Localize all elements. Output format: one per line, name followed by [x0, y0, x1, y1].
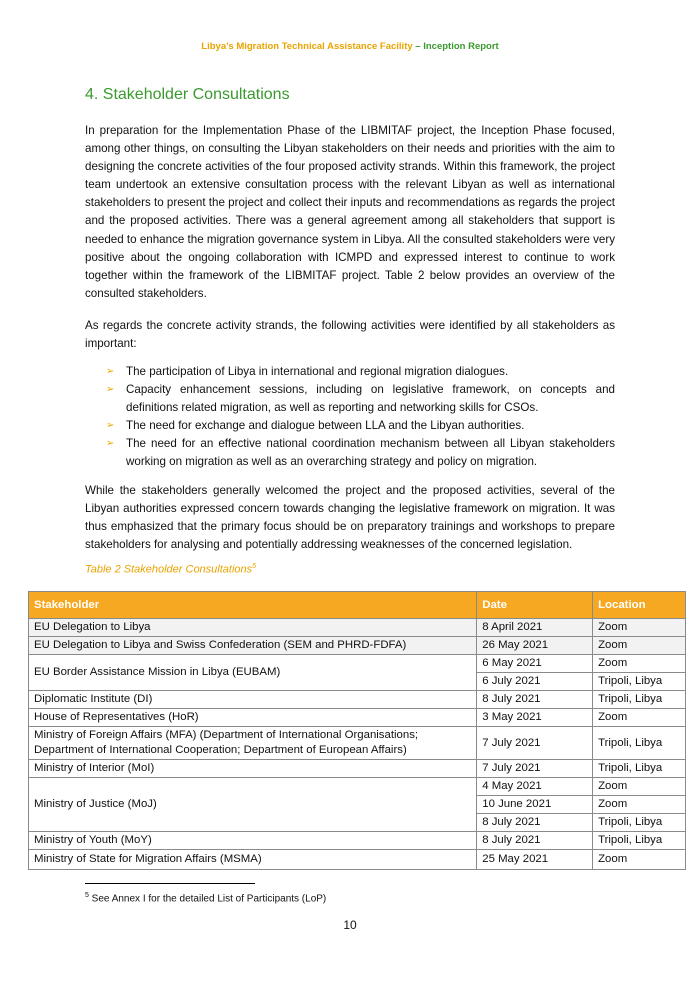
table-row	[29, 778, 686, 796]
date-cell: 8 July 2021	[477, 691, 593, 709]
table-caption-text: Table 2 Stakeholder Consultations	[85, 563, 253, 576]
page-number: 10	[343, 918, 357, 932]
stakeholder-table	[28, 591, 686, 870]
stakeholder-cell: Ministry of Interior (MoI)	[29, 760, 477, 778]
table-row	[29, 850, 686, 870]
location-cell: Tripoli, Libya	[593, 727, 686, 760]
location-cell: Zoom	[593, 850, 686, 870]
stakeholder-cell: Ministry of State for Migration Affairs (MSMA)	[29, 850, 477, 870]
stakeholder-cell: EU Delegation to Libya and Swiss Confederation (SEM and PHRD-FDFA)	[29, 637, 477, 655]
location-cell: Zoom	[593, 709, 686, 727]
location-cell: Zoom	[593, 778, 686, 796]
date-cell: 26 May 2021	[477, 637, 593, 655]
activity-bullet-item	[106, 363, 615, 381]
footnote-number: 5	[85, 892, 89, 899]
activity-bullet-item	[106, 381, 615, 417]
date-cell: 8 April 2021	[477, 619, 593, 637]
table-row	[29, 637, 686, 655]
activities-intro-paragraph: As regards the concrete activity strands, the following activities were identified by all stakeholders as important:	[85, 319, 615, 351]
table-row	[29, 832, 686, 850]
table-row	[29, 709, 686, 727]
activity-bullet-item	[106, 435, 615, 471]
stakeholder-cell: House of Representatives (HoR)	[29, 709, 477, 727]
footnote-text: See Annex I for the detailed List of Participants (LoP)	[88, 893, 327, 905]
caption-footnote-ref[interactable]: 5	[252, 563, 257, 570]
column-header-date: Date	[477, 592, 593, 619]
date-cell: 6 May 2021	[477, 655, 593, 673]
activity-bullet-item	[106, 417, 615, 435]
header-subtitle: – Inception Report	[412, 41, 499, 52]
date-cell: 8 July 2021	[477, 814, 593, 832]
date-cell: 4 May 2021	[477, 778, 593, 796]
table-row	[29, 727, 686, 760]
stakeholder-cell: Ministry of Foreign Affairs (MFA) (Department of International Organisations; Department of International Cooperation; Department of European Affairs)	[29, 727, 477, 760]
activity-bullet-text: Capacity enhancement sessions, including on legislative framework, on concepts and definitions related migration, as well as reporting and networking skills for CSOs.	[126, 383, 615, 415]
location-cell: Tripoli, Libya	[593, 832, 686, 850]
date-cell: 25 May 2021	[477, 850, 593, 870]
date-cell: 6 July 2021	[477, 673, 593, 691]
stakeholder-cell: EU Border Assistance Mission in Libya (EUBAM)	[29, 655, 477, 691]
stakeholder-cell: Ministry of Youth (MoY)	[29, 832, 477, 850]
location-cell: Tripoli, Libya	[593, 691, 686, 709]
intro-paragraph: In preparation for the Implementation Phase of the LIBMITAF project, the Inception Phase focused, among other things, on consulting the Libyan stakeholders on their needs and priorities with the aim to designing the concrete activities of the four proposed activity strands. Within this framework, the project team undertook an extensive consultation process with the relevant Libyan as well as international stakeholders to present the project and collect their inputs and recommendations as regards the project and the proposed activities. There was a general agreement among all stakeholders that support is needed to enhance the migration governance system in Libya. All the consulted stakeholders were very positive about the ongoing collaboration with ICMPD and expressed interest to continue to work together within the framework of the LIBMITAF project. Table 2 below provides an overview of the consulted stakeholders.	[85, 124, 615, 300]
activity-bullet-text: The need for exchange and dialogue between LLA and the Libyan authorities.	[126, 419, 525, 433]
column-header-location: Location	[593, 592, 686, 619]
footnote-divider	[85, 883, 255, 884]
activity-bullet-text: The need for an effective national coordination mechanism between all Libyan stakeholders working on migration as well as an overarching strategy and policy on migration.	[126, 437, 615, 469]
date-cell: 8 July 2021	[477, 832, 593, 850]
table-body	[29, 619, 686, 870]
activity-bullet-text: The participation of Libya in international and regional migration dialogues.	[126, 365, 509, 378]
stakeholder-cell: Ministry of Justice (MoJ)	[29, 778, 477, 832]
date-cell: 3 May 2021	[477, 709, 593, 727]
location-cell: Tripoli, Libya	[593, 814, 686, 832]
location-cell: Zoom	[593, 655, 686, 673]
table-header-row	[29, 592, 686, 619]
table-caption	[85, 563, 256, 576]
location-cell: Tripoli, Libya	[593, 673, 686, 691]
location-cell: Tripoli, Libya	[593, 760, 686, 778]
date-cell: 10 June 2021	[477, 796, 593, 814]
table-row	[29, 691, 686, 709]
column-header-stakeholder: Stakeholder	[29, 592, 477, 619]
arrow-bullet-icon: ➢	[106, 438, 115, 450]
stakeholder-cell: EU Delegation to Libya	[29, 619, 477, 637]
date-cell: 7 July 2021	[477, 760, 593, 778]
running-header	[0, 41, 700, 52]
arrow-bullet-icon: ➢	[106, 384, 115, 396]
arrow-bullet-icon: ➢	[106, 366, 115, 377]
header-title: Libya’s Migration Technical Assistance Facility	[201, 41, 413, 52]
location-cell: Zoom	[593, 637, 686, 655]
section-title: 4. Stakeholder Consultations	[85, 86, 290, 103]
stakeholder-cell: Diplomatic Institute (DI)	[29, 691, 477, 709]
table-row	[29, 760, 686, 778]
date-cell: 7 July 2021	[477, 727, 593, 760]
arrow-bullet-icon: ➢	[106, 420, 115, 432]
activity-bullet-list	[106, 363, 615, 472]
table-row	[29, 619, 686, 637]
location-cell: Zoom	[593, 619, 686, 637]
concern-paragraph: While the stakeholders generally welcomed the project and the proposed activities, several of the Libyan authorities expressed concern towards changing the legislative framework on migration. It was thus emphasized that the primary focus should be on preparatory trainings and workshops to prepare stakeholders for analysing and potentially addressing weaknesses of the concerned legislation.	[85, 484, 615, 552]
footnote	[85, 892, 326, 904]
table-row	[29, 655, 686, 673]
location-cell: Zoom	[593, 796, 686, 814]
